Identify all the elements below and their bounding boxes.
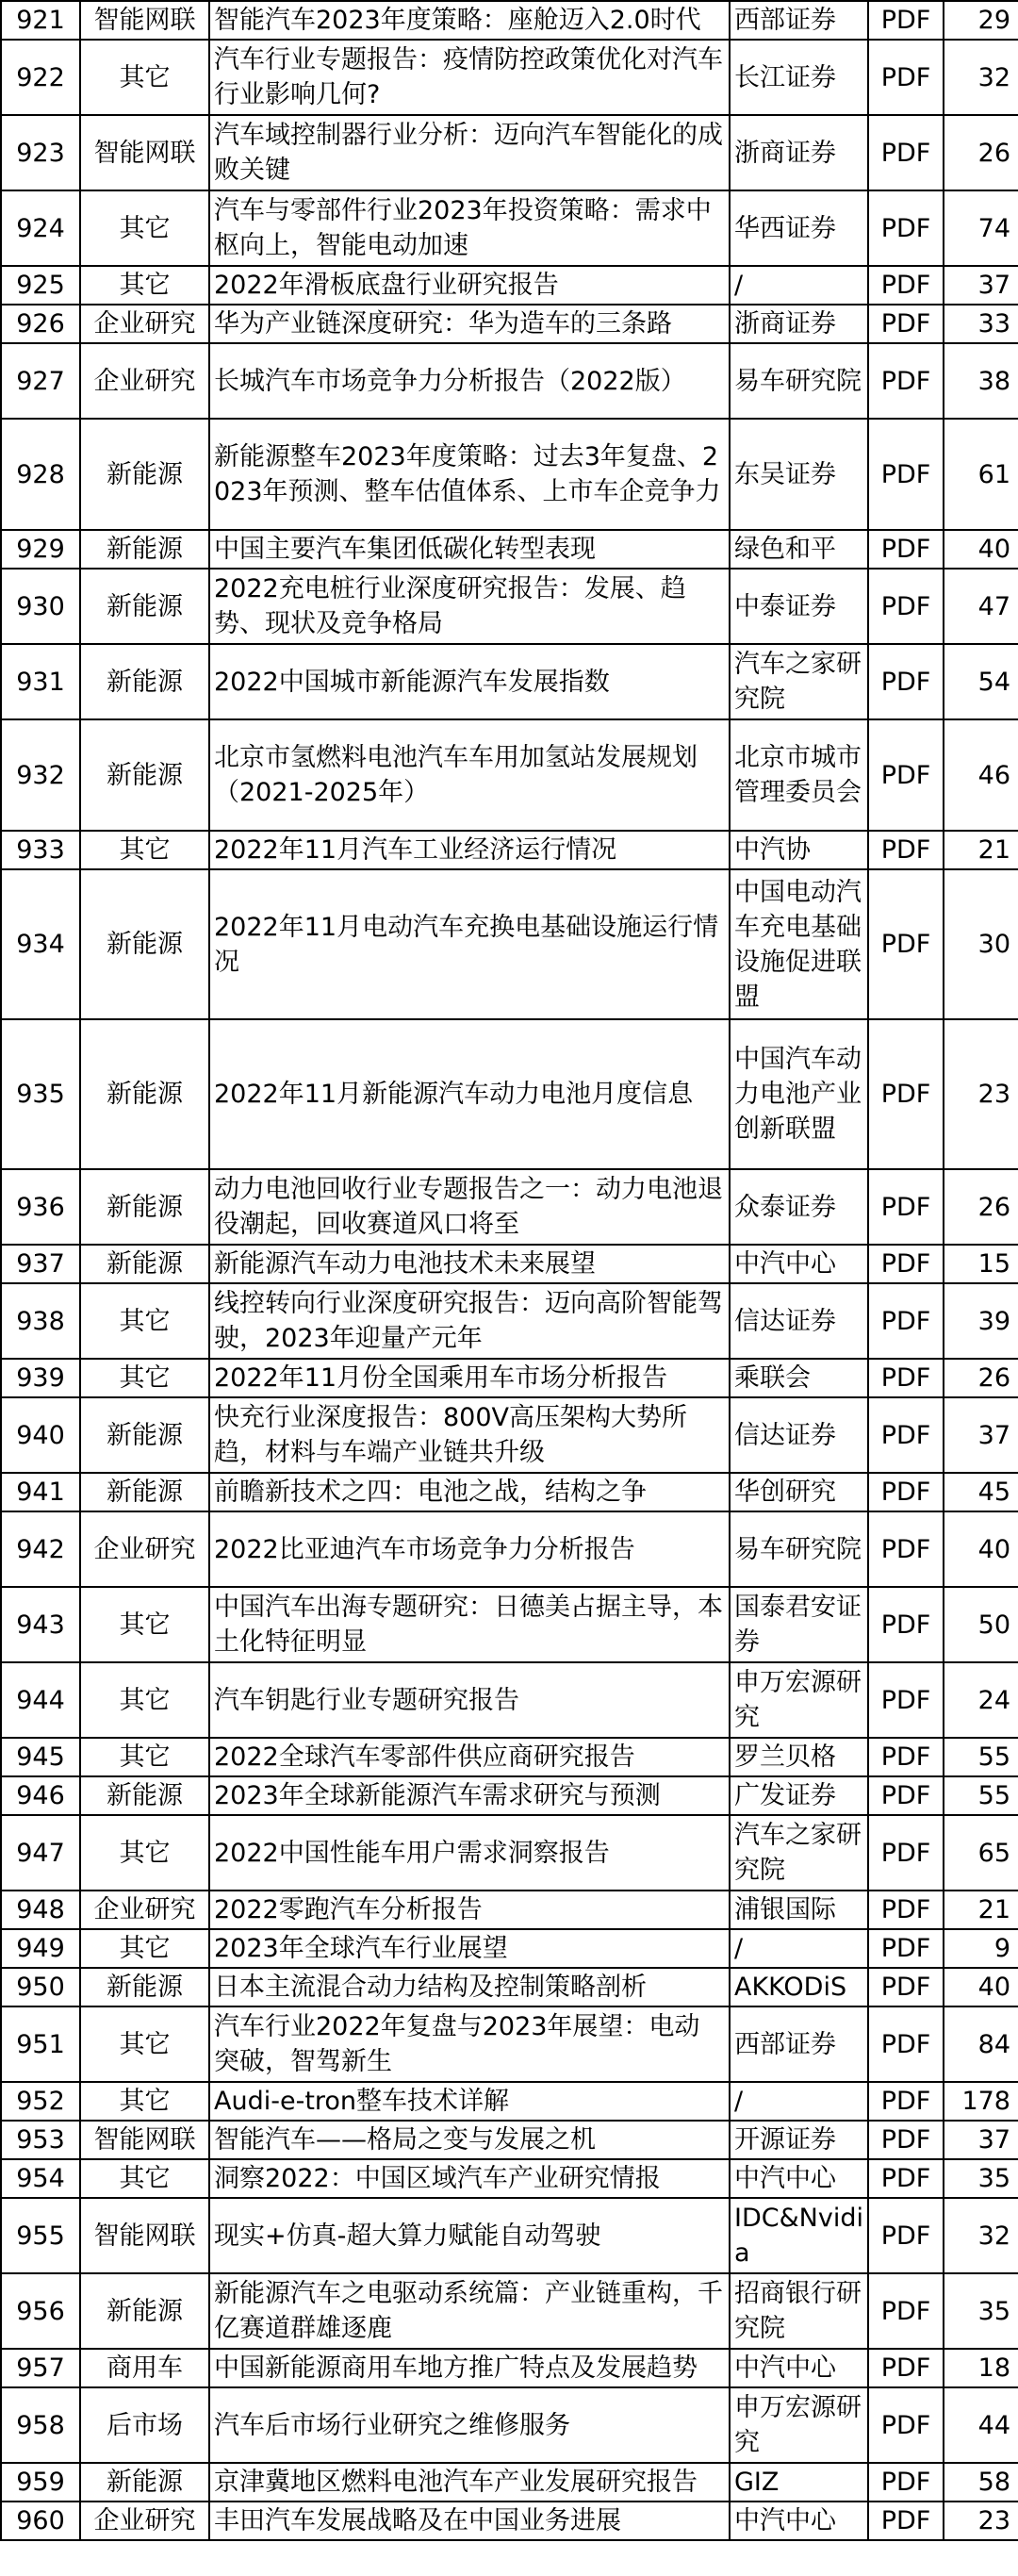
format-cell: PDF bbox=[868, 1776, 944, 1815]
row-number: 941 bbox=[1, 1473, 80, 1511]
page-count-cell: 35 bbox=[944, 2159, 1018, 2198]
source-cell: / bbox=[730, 1929, 868, 1968]
report-title-cell: 2023年全球汽车行业展望 bbox=[209, 1929, 730, 1968]
format-cell: PDF bbox=[868, 1929, 944, 1968]
page-count-cell: 38 bbox=[944, 343, 1018, 419]
source-cell: 申万宏源研究 bbox=[730, 1662, 868, 1738]
source-cell: 汽车之家研究院 bbox=[730, 1815, 868, 1891]
table-row bbox=[1, 1929, 1018, 1968]
category-cell: 智能网联 bbox=[80, 115, 209, 190]
table-row bbox=[1, 1473, 1018, 1511]
source-cell: 申万宏源研究 bbox=[730, 2387, 868, 2463]
source-cell: 西部证券 bbox=[730, 2006, 868, 2082]
page-count-cell: 37 bbox=[944, 2121, 1018, 2159]
row-number: 960 bbox=[1, 2502, 80, 2540]
source-cell: 浦银国际 bbox=[730, 1891, 868, 1929]
category-cell: 智能网联 bbox=[80, 2121, 209, 2159]
category-cell: 新能源 bbox=[80, 1019, 209, 1169]
table-row bbox=[1, 719, 1018, 831]
page-count-cell: 23 bbox=[944, 1019, 1018, 1169]
page-count-cell: 47 bbox=[944, 569, 1018, 644]
format-cell: PDF bbox=[868, 569, 944, 644]
report-title-cell: 中国新能源商用车地方推广特点及发展趋势 bbox=[209, 2349, 730, 2387]
category-cell: 新能源 bbox=[80, 1245, 209, 1283]
report-title-cell: 日本主流混合动力结构及控制策略剖析 bbox=[209, 1968, 730, 2006]
category-cell: 智能网联 bbox=[80, 2198, 209, 2273]
format-cell: PDF bbox=[868, 2387, 944, 2463]
report-title-cell: 动力电池回收行业专题报告之一：动力电池退役潮起，回收赛道风口将至 bbox=[209, 1169, 730, 1245]
format-cell: PDF bbox=[868, 2198, 944, 2273]
format-cell: PDF bbox=[868, 2502, 944, 2540]
category-cell: 新能源 bbox=[80, 1397, 209, 1473]
page-count-cell: 39 bbox=[944, 1283, 1018, 1359]
report-title-cell: 京津冀地区燃料电池汽车产业发展研究报告 bbox=[209, 2463, 730, 2502]
category-cell: 企业研究 bbox=[80, 343, 209, 419]
report-title-cell: 2022零跑汽车分析报告 bbox=[209, 1891, 730, 1929]
row-number: 956 bbox=[1, 2273, 80, 2349]
report-title-cell: 汽车钥匙行业专题研究报告 bbox=[209, 1662, 730, 1738]
row-number: 943 bbox=[1, 1587, 80, 1662]
table-row bbox=[1, 1359, 1018, 1397]
report-title-cell: 新能源整车2023年度策略：过去3年复盘、2023年预测、整车估值体系、上市车企竞争力 bbox=[209, 419, 730, 530]
page-count-cell: 24 bbox=[944, 1662, 1018, 1738]
table-row bbox=[1, 1397, 1018, 1473]
format-cell: PDF bbox=[868, 1815, 944, 1891]
row-number: 928 bbox=[1, 419, 80, 530]
report-title-cell: 汽车与零部件行业2023年投资策略：需求中枢向上，智能电动加速 bbox=[209, 190, 730, 266]
table-row bbox=[1, 419, 1018, 530]
report-title-cell: 新能源汽车动力电池技术未来展望 bbox=[209, 1245, 730, 1283]
page-count-cell: 50 bbox=[944, 1587, 1018, 1662]
category-cell: 企业研究 bbox=[80, 2502, 209, 2540]
format-cell: PDF bbox=[868, 190, 944, 266]
category-cell: 智能网联 bbox=[80, 1, 209, 40]
report-title-cell: 现实+仿真-超大算力赋能自动驾驶 bbox=[209, 2198, 730, 2273]
page-count-cell: 32 bbox=[944, 40, 1018, 115]
source-cell: 广发证券 bbox=[730, 1776, 868, 1815]
table-row bbox=[1, 1738, 1018, 1776]
source-cell: 中泰证券 bbox=[730, 569, 868, 644]
table-row bbox=[1, 2349, 1018, 2387]
table-row bbox=[1, 2159, 1018, 2198]
source-cell: 招商银行研究院 bbox=[730, 2273, 868, 2349]
table-row bbox=[1, 1245, 1018, 1283]
table-row bbox=[1, 266, 1018, 305]
source-cell: 浙商证券 bbox=[730, 115, 868, 190]
table-row bbox=[1, 1815, 1018, 1891]
page-count-cell: 21 bbox=[944, 831, 1018, 869]
table-row bbox=[1, 1776, 1018, 1815]
format-cell: PDF bbox=[868, 2006, 944, 2082]
source-cell: GIZ bbox=[730, 2463, 868, 2502]
source-cell: 众泰证券 bbox=[730, 1169, 868, 1245]
format-cell: PDF bbox=[868, 40, 944, 115]
row-number: 940 bbox=[1, 1397, 80, 1473]
format-cell: PDF bbox=[868, 1169, 944, 1245]
report-title-cell: 汽车后市场行业研究之维修服务 bbox=[209, 2387, 730, 2463]
row-number: 935 bbox=[1, 1019, 80, 1169]
source-cell: 易车研究院 bbox=[730, 1511, 868, 1587]
row-number: 932 bbox=[1, 719, 80, 831]
source-cell: 国泰君安证券 bbox=[730, 1587, 868, 1662]
format-cell: PDF bbox=[868, 1891, 944, 1929]
page-count-cell: 29 bbox=[944, 1, 1018, 40]
row-number: 944 bbox=[1, 1662, 80, 1738]
category-cell: 新能源 bbox=[80, 2463, 209, 2502]
format-cell: PDF bbox=[868, 2273, 944, 2349]
format-cell: PDF bbox=[868, 266, 944, 305]
source-cell: 信达证券 bbox=[730, 1283, 868, 1359]
page-count-cell: 84 bbox=[944, 2006, 1018, 2082]
page-count-cell: 33 bbox=[944, 305, 1018, 343]
page-count-cell: 40 bbox=[944, 530, 1018, 569]
page-count-cell: 40 bbox=[944, 1511, 1018, 1587]
category-cell: 其它 bbox=[80, 190, 209, 266]
row-number: 937 bbox=[1, 1245, 80, 1283]
source-cell: 华西证券 bbox=[730, 190, 868, 266]
table-row bbox=[1, 2273, 1018, 2349]
table-row bbox=[1, 1283, 1018, 1359]
table-row bbox=[1, 2387, 1018, 2463]
category-cell: 其它 bbox=[80, 1283, 209, 1359]
table-row bbox=[1, 343, 1018, 419]
row-number: 952 bbox=[1, 2082, 80, 2121]
row-number: 934 bbox=[1, 869, 80, 1019]
source-cell: 中国汽车动力电池产业创新联盟 bbox=[730, 1019, 868, 1169]
category-cell: 新能源 bbox=[80, 2273, 209, 2349]
category-cell: 企业研究 bbox=[80, 1511, 209, 1587]
report-title-cell: 汽车行业2022年复盘与2023年展望：电动突破，智驾新生 bbox=[209, 2006, 730, 2082]
page-count-cell: 18 bbox=[944, 2349, 1018, 2387]
category-cell: 新能源 bbox=[80, 869, 209, 1019]
report-title-cell: 2022年11月电动汽车充换电基础设施运行情况 bbox=[209, 869, 730, 1019]
category-cell: 其它 bbox=[80, 2082, 209, 2121]
page-count-cell: 37 bbox=[944, 266, 1018, 305]
table-row bbox=[1, 40, 1018, 115]
source-cell: 中汽中心 bbox=[730, 2159, 868, 2198]
table-row bbox=[1, 2502, 1018, 2540]
category-cell: 新能源 bbox=[80, 1473, 209, 1511]
report-title-cell: 2022年11月新能源汽车动力电池月度信息 bbox=[209, 1019, 730, 1169]
report-title-cell: 新能源汽车之电驱动系统篇：产业链重构，千亿赛道群雄逐鹿 bbox=[209, 2273, 730, 2349]
report-title-cell: 智能汽车——格局之变与发展之机 bbox=[209, 2121, 730, 2159]
table-row bbox=[1, 1169, 1018, 1245]
category-cell: 其它 bbox=[80, 1738, 209, 1776]
format-cell: PDF bbox=[868, 1359, 944, 1397]
row-number: 922 bbox=[1, 40, 80, 115]
table-row bbox=[1, 190, 1018, 266]
source-cell: 中汽中心 bbox=[730, 2502, 868, 2540]
row-number: 949 bbox=[1, 1929, 80, 1968]
format-cell: PDF bbox=[868, 115, 944, 190]
source-cell: 中汽中心 bbox=[730, 1245, 868, 1283]
format-cell: PDF bbox=[868, 2121, 944, 2159]
row-number: 954 bbox=[1, 2159, 80, 2198]
format-cell: PDF bbox=[868, 305, 944, 343]
report-title-cell: 汽车行业专题报告：疫情防控政策优化对汽车行业影响几何? bbox=[209, 40, 730, 115]
report-title-cell: 中国汽车出海专题研究：日德美占据主导，本土化特征明显 bbox=[209, 1587, 730, 1662]
format-cell: PDF bbox=[868, 644, 944, 719]
row-number: 930 bbox=[1, 569, 80, 644]
row-number: 957 bbox=[1, 2349, 80, 2387]
page-count-cell: 26 bbox=[944, 1169, 1018, 1245]
row-number: 958 bbox=[1, 2387, 80, 2463]
format-cell: PDF bbox=[868, 343, 944, 419]
source-cell: 罗兰贝格 bbox=[730, 1738, 868, 1776]
row-number: 942 bbox=[1, 1511, 80, 1587]
row-number: 927 bbox=[1, 343, 80, 419]
page-count-cell: 40 bbox=[944, 1968, 1018, 2006]
report-title-cell: 前瞻新技术之四：电池之战，结构之争 bbox=[209, 1473, 730, 1511]
report-title-cell: 华为产业链深度研究：华为造车的三条路 bbox=[209, 305, 730, 343]
report-title-cell: 丰田汽车发展战略及在中国业务进展 bbox=[209, 2502, 730, 2540]
format-cell: PDF bbox=[868, 2463, 944, 2502]
source-cell: 浙商证券 bbox=[730, 305, 868, 343]
row-number: 950 bbox=[1, 1968, 80, 2006]
table-row bbox=[1, 569, 1018, 644]
page-count-cell: 37 bbox=[944, 1397, 1018, 1473]
table-row bbox=[1, 1891, 1018, 1929]
row-number: 948 bbox=[1, 1891, 80, 1929]
category-cell: 企业研究 bbox=[80, 1891, 209, 1929]
table-row bbox=[1, 869, 1018, 1019]
row-number: 923 bbox=[1, 115, 80, 190]
category-cell: 其它 bbox=[80, 2159, 209, 2198]
table-row bbox=[1, 1019, 1018, 1169]
source-cell: 中国电动汽车充电基础设施促进联盟 bbox=[730, 869, 868, 1019]
page-count-cell: 61 bbox=[944, 419, 1018, 530]
report-title-cell: 智能汽车2023年度策略：座舱迈入2.0时代 bbox=[209, 1, 730, 40]
report-title-cell: 2022年11月汽车工业经济运行情况 bbox=[209, 831, 730, 869]
page-count-cell: 45 bbox=[944, 1473, 1018, 1511]
page-count-cell: 26 bbox=[944, 1359, 1018, 1397]
row-number: 921 bbox=[1, 1, 80, 40]
page-count-cell: 74 bbox=[944, 190, 1018, 266]
category-cell: 新能源 bbox=[80, 1968, 209, 2006]
table-row bbox=[1, 2082, 1018, 2121]
row-number: 959 bbox=[1, 2463, 80, 2502]
report-table-body bbox=[1, 1, 1018, 2540]
page-count-cell: 178 bbox=[944, 2082, 1018, 2121]
category-cell: 新能源 bbox=[80, 419, 209, 530]
table-row bbox=[1, 2121, 1018, 2159]
format-cell: PDF bbox=[868, 1, 944, 40]
report-title-cell: 2022中国性能车用户需求洞察报告 bbox=[209, 1815, 730, 1891]
table-row bbox=[1, 2198, 1018, 2273]
page-count-cell: 32 bbox=[944, 2198, 1018, 2273]
report-title-cell: 2022年11月份全国乘用车市场分析报告 bbox=[209, 1359, 730, 1397]
table-row bbox=[1, 115, 1018, 190]
row-number: 926 bbox=[1, 305, 80, 343]
source-cell: AKKODiS bbox=[730, 1968, 868, 2006]
category-cell: 其它 bbox=[80, 266, 209, 305]
format-cell: PDF bbox=[868, 1662, 944, 1738]
row-number: 955 bbox=[1, 2198, 80, 2273]
page-count-cell: 21 bbox=[944, 1891, 1018, 1929]
source-cell: 西部证券 bbox=[730, 1, 868, 40]
format-cell: PDF bbox=[868, 1019, 944, 1169]
format-cell: PDF bbox=[868, 1587, 944, 1662]
row-number: 931 bbox=[1, 644, 80, 719]
source-cell: / bbox=[730, 2082, 868, 2121]
source-cell: 东吴证券 bbox=[730, 419, 868, 530]
table-row bbox=[1, 2006, 1018, 2082]
category-cell: 其它 bbox=[80, 1359, 209, 1397]
page-count-cell: 58 bbox=[944, 2463, 1018, 2502]
source-cell: 中汽中心 bbox=[730, 2349, 868, 2387]
row-number: 947 bbox=[1, 1815, 80, 1891]
page-count-cell: 23 bbox=[944, 2502, 1018, 2540]
report-title-cell: 洞察2022：中国区域汽车产业研究情报 bbox=[209, 2159, 730, 2198]
format-cell: PDF bbox=[868, 2082, 944, 2121]
report-title-cell: 快充行业深度报告：800V高压架构大势所趋，材料与车端产业链共升级 bbox=[209, 1397, 730, 1473]
category-cell: 新能源 bbox=[80, 1169, 209, 1245]
report-title-cell: 2022比亚迪汽车市场竞争力分析报告 bbox=[209, 1511, 730, 1587]
category-cell: 后市场 bbox=[80, 2387, 209, 2463]
page-count-cell: 35 bbox=[944, 2273, 1018, 2349]
row-number: 945 bbox=[1, 1738, 80, 1776]
source-cell: 长江证券 bbox=[730, 40, 868, 115]
source-cell: 绿色和平 bbox=[730, 530, 868, 569]
source-cell: IDC&Nvidia bbox=[730, 2198, 868, 2273]
format-cell: PDF bbox=[868, 719, 944, 831]
table-row bbox=[1, 1968, 1018, 2006]
category-cell: 其它 bbox=[80, 1662, 209, 1738]
table-row bbox=[1, 644, 1018, 719]
format-cell: PDF bbox=[868, 2159, 944, 2198]
source-cell: 开源证券 bbox=[730, 2121, 868, 2159]
table-row bbox=[1, 1, 1018, 40]
category-cell: 其它 bbox=[80, 1929, 209, 1968]
report-title-cell: 线控转向行业深度研究报告：迈向高阶智能驾驶，2023年迎量产元年 bbox=[209, 1283, 730, 1359]
row-number: 951 bbox=[1, 2006, 80, 2082]
row-number: 925 bbox=[1, 266, 80, 305]
page-count-cell: 15 bbox=[944, 1245, 1018, 1283]
page-count-cell: 54 bbox=[944, 644, 1018, 719]
source-cell: 乘联会 bbox=[730, 1359, 868, 1397]
table-row bbox=[1, 1662, 1018, 1738]
report-title-cell: Audi-e-tron整车技术详解 bbox=[209, 2082, 730, 2121]
source-cell: 北京市城市管理委员会 bbox=[730, 719, 868, 831]
format-cell: PDF bbox=[868, 530, 944, 569]
category-cell: 企业研究 bbox=[80, 305, 209, 343]
page-count-cell: 46 bbox=[944, 719, 1018, 831]
table-row bbox=[1, 1511, 1018, 1587]
report-title-cell: 北京市氢燃料电池汽车车用加氢站发展规划（2021-2025年） bbox=[209, 719, 730, 831]
format-cell: PDF bbox=[868, 1473, 944, 1511]
category-cell: 其它 bbox=[80, 831, 209, 869]
category-cell: 其它 bbox=[80, 1815, 209, 1891]
format-cell: PDF bbox=[868, 1245, 944, 1283]
report-title-cell: 汽车域控制器行业分析：迈向汽车智能化的成败关键 bbox=[209, 115, 730, 190]
format-cell: PDF bbox=[868, 1511, 944, 1587]
category-cell: 其它 bbox=[80, 1587, 209, 1662]
source-cell: 中汽协 bbox=[730, 831, 868, 869]
table-row bbox=[1, 2463, 1018, 2502]
format-cell: PDF bbox=[868, 1738, 944, 1776]
category-cell: 新能源 bbox=[80, 719, 209, 831]
category-cell: 新能源 bbox=[80, 530, 209, 569]
row-number: 939 bbox=[1, 1359, 80, 1397]
source-cell: 汽车之家研究院 bbox=[730, 644, 868, 719]
page-count-cell: 44 bbox=[944, 2387, 1018, 2463]
report-title-cell: 2022年滑板底盘行业研究报告 bbox=[209, 266, 730, 305]
table-row bbox=[1, 530, 1018, 569]
category-cell: 其它 bbox=[80, 40, 209, 115]
row-number: 933 bbox=[1, 831, 80, 869]
format-cell: PDF bbox=[868, 2349, 944, 2387]
format-cell: PDF bbox=[868, 831, 944, 869]
category-cell: 新能源 bbox=[80, 644, 209, 719]
report-title-cell: 长城汽车市场竞争力分析报告（2022版） bbox=[209, 343, 730, 419]
report-title-cell: 2023年全球新能源汽车需求研究与预测 bbox=[209, 1776, 730, 1815]
report-title-cell: 2022中国城市新能源汽车发展指数 bbox=[209, 644, 730, 719]
format-cell: PDF bbox=[868, 869, 944, 1019]
report-title-cell: 中国主要汽车集团低碳化转型表现 bbox=[209, 530, 730, 569]
row-number: 924 bbox=[1, 190, 80, 266]
category-cell: 其它 bbox=[80, 2006, 209, 2082]
row-number: 929 bbox=[1, 530, 80, 569]
category-cell: 新能源 bbox=[80, 1776, 209, 1815]
source-cell: 易车研究院 bbox=[730, 343, 868, 419]
format-cell: PDF bbox=[868, 1283, 944, 1359]
report-title-cell: 2022充电桩行业深度研究报告：发展、趋势、现状及竞争格局 bbox=[209, 569, 730, 644]
format-cell: PDF bbox=[868, 1968, 944, 2006]
row-number: 936 bbox=[1, 1169, 80, 1245]
source-cell: 信达证券 bbox=[730, 1397, 868, 1473]
page-count-cell: 65 bbox=[944, 1815, 1018, 1891]
row-number: 946 bbox=[1, 1776, 80, 1815]
category-cell: 商用车 bbox=[80, 2349, 209, 2387]
page-count-cell: 55 bbox=[944, 1776, 1018, 1815]
format-cell: PDF bbox=[868, 419, 944, 530]
row-number: 953 bbox=[1, 2121, 80, 2159]
table-row bbox=[1, 831, 1018, 869]
page-count-cell: 26 bbox=[944, 115, 1018, 190]
page-count-cell: 55 bbox=[944, 1738, 1018, 1776]
table-row bbox=[1, 305, 1018, 343]
row-number: 938 bbox=[1, 1283, 80, 1359]
source-cell: / bbox=[730, 266, 868, 305]
report-title-cell: 2022全球汽车零部件供应商研究报告 bbox=[209, 1738, 730, 1776]
page-count-cell: 9 bbox=[944, 1929, 1018, 1968]
page-count-cell: 30 bbox=[944, 869, 1018, 1019]
source-cell: 华创研究 bbox=[730, 1473, 868, 1511]
category-cell: 新能源 bbox=[80, 569, 209, 644]
format-cell: PDF bbox=[868, 1397, 944, 1473]
table-row bbox=[1, 1587, 1018, 1662]
